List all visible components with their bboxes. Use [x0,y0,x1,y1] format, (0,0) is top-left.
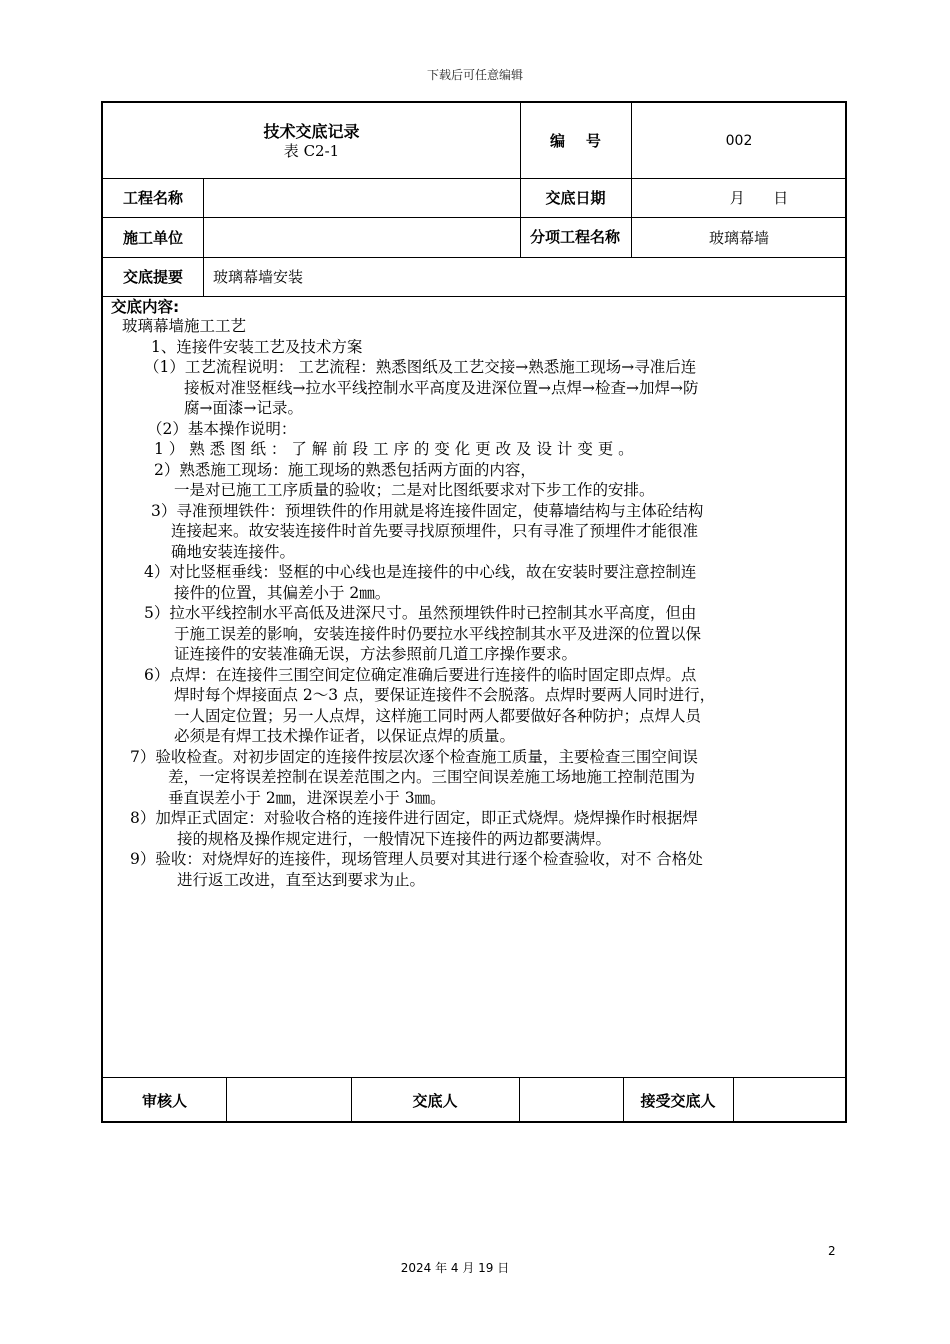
disclosure-content [111,299,839,890]
content-line: 垂直误差小于 2㎜，进深误差小于 3㎜。 [168,788,446,807]
reviewer-value[interactable] [226,1077,351,1123]
content-line: 8）加焊正式固定：对验收合格的连接件进行固定，即正式烧焊。烧焊操作时根据焊 [130,809,698,827]
content-line: 一是对已施工工序质量的验收；二是对比图纸要求对下步工作的安排。 [174,481,655,499]
content-line: 接件的位置，其偏差小于 2㎜。 [174,583,391,602]
form-title: 技术交底记录 [263,121,360,141]
row-divider [103,296,845,297]
content-label: 交底内容: [111,298,180,316]
date-label: 交底日期 [545,189,606,207]
content-line: 差，一定将误差控制在误差范围之内。三围空间误差施工场地施工控制范围为 [168,768,696,786]
construction-unit-label: 施工单位 [122,228,183,247]
footer-date: 2024 年 4 月 19 日 [400,1261,510,1275]
date-value[interactable]: 月 日 [729,189,789,207]
content-line: （1）工艺流程说明： 工艺流程：熟悉图纸及工艺交接→熟悉施工现场→寻准后连 [144,358,697,376]
reviewer-label: 审核人 [141,1091,187,1110]
project-name-label: 工程名称 [122,189,183,207]
content-line: 确地安装连接件。 [171,542,296,561]
number-label: 编 号 [550,132,601,150]
content-line: 7）验收检查。对初步固定的连接件按层次逐个检查施工质量，主要检查三围空间误 [130,747,698,766]
receiver-value[interactable] [733,1077,847,1123]
content-line: 必须是有焊工技术操作证者，以保证点焊的质量。 [174,727,516,745]
sub-project-value[interactable]: 玻璃幕墙 [708,228,769,247]
content-line: 9）验收：对烧焊好的连接件，现场管理人员要对其进行逐个检查验收，对不 合格处 [130,850,703,868]
content-line: 接板对准竖框线→拉水平线控制水平高度及进深位置→点焊→检查→加焊→防 [184,378,699,397]
form-title-cell [103,103,520,178]
content-line: 于施工误差的影响，安装连接件时仍要拉水平线控制其水平及进深的位置以保 [174,624,702,643]
content-line: 1 ） 熟 悉 图 纸 ： 了 解 前 段 工 序 的 变 化 更 改 及 设 计 变 更 。 [154,440,634,458]
content-line: 焊时每个焊接面点 2～3 点，要保证连接件不会脱落。点焊时要两人同时进行， [174,686,716,704]
content-line: 2）熟悉施工现场：施工现场的熟悉包括两方面的内容， [154,460,536,479]
content-line: 1、连接件安装工艺及技术方案 [151,337,363,356]
number-value: 002 [725,132,753,149]
content-line: 玻璃幕墙施工工艺 [122,317,247,335]
sub-project-label: 分项工程名称 [529,228,620,246]
header-note: 下载后可任意编辑 [426,68,523,82]
project-name-value[interactable] [203,178,520,217]
page-number: 2 [828,1244,836,1258]
content-line: 进行返工改进，直至达到要求为止。 [177,870,426,889]
content-line: 3）寻准预埋铁件：预埋铁件的作用就是将连接件固定，使幕墙结构与主体砼结构 [151,501,704,520]
construction-unit-value[interactable] [203,217,520,257]
disclosure-form [101,101,847,1123]
content-line: 连接起来。故安装连接件时首先要寻找原预埋件，只有寻准了预埋件才能很准 [171,522,699,540]
discloser-label: 交底人 [412,1091,458,1110]
receiver-label: 接受交底人 [640,1091,716,1110]
content-line: （2）基本操作说明： [147,419,297,438]
content-line: 腐→面漆→记录。 [184,399,303,417]
content-line: 4）对比竖框垂线：竖框的中心线也是连接件的中心线，故在安装时要注意控制连 [144,563,697,581]
discloser-value[interactable] [519,1077,623,1123]
form-subtitle: 表 C2-1 [283,141,340,160]
content-line: 一人固定位置；另一人点焊，这样施工同时两人都要做好各种防护；点焊人员 [174,706,702,725]
summary-value[interactable]: 玻璃幕墙安装 [213,268,304,286]
content-line: 5）拉水平线控制水平高低及进深尺寸。虽然预埋铁件时已控制其水平高度，但由 [144,604,697,622]
content-line: 证连接件的安装准确无误，方法参照前几道工序操作要求。 [174,645,578,663]
content-line: 6）点焊：在连接件三围空间定位确定准确后要进行连接件的临时固定即点焊。点 [144,665,697,684]
summary-label: 交底提要 [122,268,183,286]
content-line: 接的规格及操作规定进行，一般情况下连接件的两边都要满焊。 [177,829,612,848]
